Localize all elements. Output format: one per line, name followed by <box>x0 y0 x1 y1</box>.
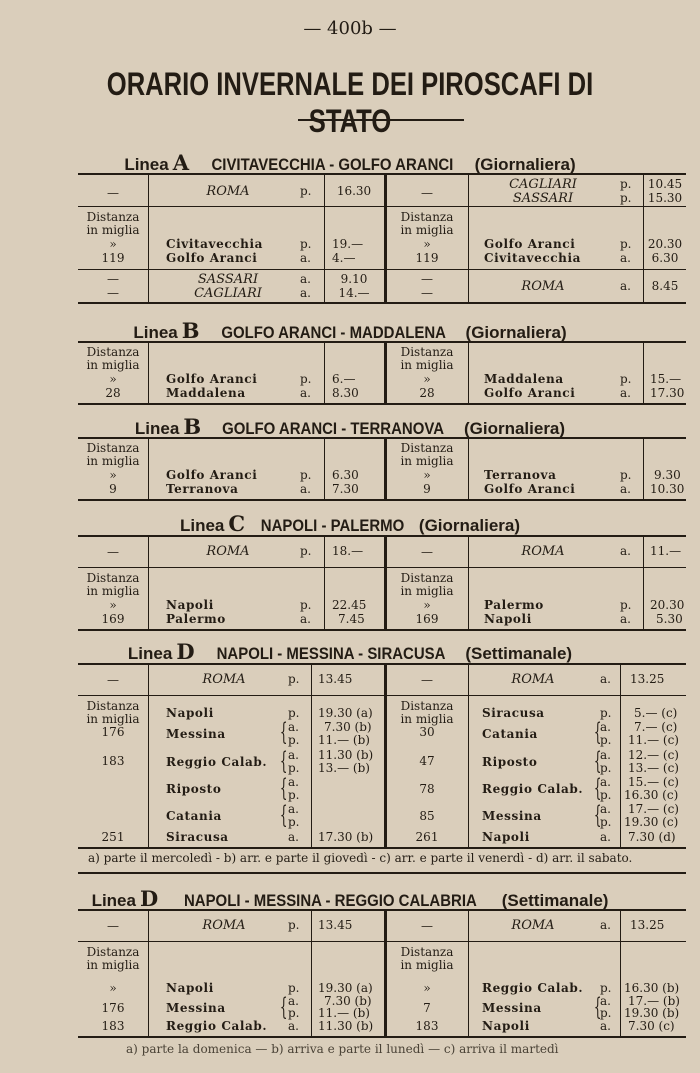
line-d1-title: Linea D NAPOLI - MESSINA - SIRACUSA (Settimanale) <box>127 639 573 664</box>
footnote-d1: a) parte il mercoledì - b) arr. e parte il giovedì - c) arr. e parte il venerdì - d) arr. il sabato. <box>88 851 633 865</box>
line-route: CIVITAVECCHIA - GOLFO ARANCI <box>211 155 454 174</box>
line-d1-table: — ROMA p. 13.45 — ROMA a. 13.25 Distanza in miglia 176 183 251 Napoli Messina Reggio Calab. Riposto Catania Siracusa p. { a. p. { a. p. { a. p. { a. p. a. 19.30 (a) 7.30 (b) 11.— (b) 11.30 (b) 13.— (b) 17.30 (b) Distanza in miglia 30 47 78 85 261 Siracusa Catania Riposto Reggio Calab. Messina Napoli p. { a. p. { a. p. { a. p. { a. p. a. 5.— (c) 7.— (c) 11.— (c) 12.— (c) 13.— (c) 15.— (c) 16.30 (c) 17.— (c) 19.30 (c) 7.30 (d) <box>78 663 686 849</box>
line-b2-title: Linea B GOLFO ARANCI - TERRANOVA (Giornaliera) <box>134 414 566 439</box>
line-b2-table: Distanza in miglia » 9 Golfo Aranci Terranova p. a. 6.30 7.30 Distanza in miglia » 9 Terranova Golfo Aranci p. a. 9.30 10.30 <box>78 437 686 501</box>
roma-label: ROMA <box>206 184 250 199</box>
footnote-d2: a) parte la domenica — b) arriva e parte il lunedì — c) arriva il martedì <box>126 1042 559 1056</box>
line-a-title <box>0 150 700 175</box>
line-c-table: — ROMA p. 18.— — ROMA a. 11.— Distanza in miglia » 169 Napoli Palermo p. a. 22.45 7.45 Distanza in miglia » 169 Palermo Napoli p. a. 20.30 5.30 <box>78 535 686 631</box>
line-b1-title: Linea B GOLFO ARANCI - MADDALENA (Giornaliera) <box>133 318 567 343</box>
line-prefix: Linea <box>124 155 169 174</box>
line-frequency: (Giornaliera) <box>474 155 576 174</box>
line-d2-table: — ROMA p. 13.45 — ROMA a. 13.25 Distanza in miglia » 176 183 Napoli Messina Reggio Calab. p. { a. p. a. 19.30 (a) 7.30 (b) 11.— (b) 11.30 (b) Distanza in miglia » 7 183 Reggio Calab. Messina Napoli p. { a. p. a. 16.30 (b) 17.— (b) 19.30 (b) 7.30 (c) <box>78 909 686 1038</box>
line-a-table: — ROMA p. 16.30 — CAGLIARI SASSARI p. p. 10.45 15.30 Distanza in miglia » 119 Civitavecchia Golfo Aranci p. a. 19.— 4.— Distanza in miglia » 119 Golfo Aranci Civitavecchia p. a. 20.30 6.30 — — SASSARI CAGLIARI a. a. 9.10 14.— — — ROMA a. 8.45 <box>78 173 686 304</box>
roma-dep-time: 16.30 <box>336 184 372 198</box>
line-c-title: Linea C NAPOLI - PALERMO (Giornaliera) <box>179 511 521 536</box>
page-number: — 400b — <box>303 18 397 39</box>
title-rule <box>298 119 464 121</box>
line-letter: A <box>172 150 190 175</box>
line-b1-table: Distanza in miglia » 28 Golfo Aranci Maddalena p. a. 6.— 8.30 Distanza in miglia » 28 Maddalena Golfo Aranci p. a. 15.— 17.30 <box>78 341 686 405</box>
page-title: ORARIO INVERNALE DEI PIROSCAFI DI STATO <box>106 66 594 139</box>
line-d2-title: Linea D NAPOLI - MESSINA - REGGIO CALABRIA (Settimanale) <box>91 886 609 911</box>
dash: — <box>107 186 119 200</box>
